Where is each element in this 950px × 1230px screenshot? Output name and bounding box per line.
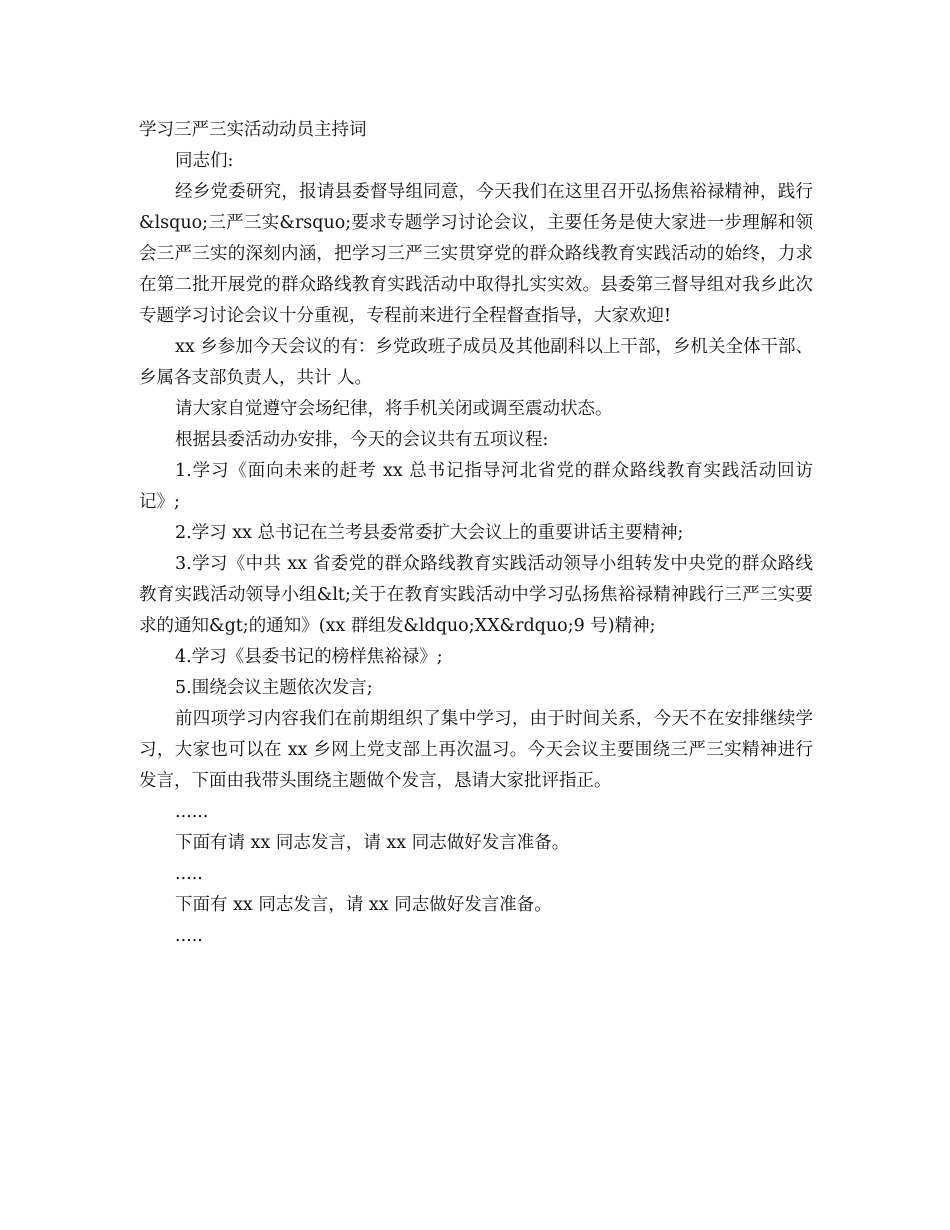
ellipsis-1: ...... [175, 802, 209, 822]
discipline-paragraph: 请大家自觉遵守会场纪律，将手机关闭或调至震动状态。 [175, 399, 613, 419]
salutation: 同志们: [175, 151, 234, 171]
ellipsis-2: ..... [175, 864, 203, 884]
agenda-item-4: 4.学习《县委书记的榜样焦裕禄》; [175, 647, 443, 667]
speaker-invite-1: 下面有请 xx 同志发言，请 xx 同志做好发言准备。 [175, 833, 570, 853]
agenda-item-1: 1.学习《面向未来的赶考 xx 总书记指导河北省党的群众路线教育实践活动回访记》; [139, 461, 813, 512]
opening-paragraph: 经乡党委研究，报请县委督导组同意，今天我们在这里召开弘扬焦裕禄精神，践行&lsquo;三严三实&rsquo;要求专题学习讨论会议，主要任务是使大家进一步理解和领会三严三实的深刻内涵，把学习三严三实贯穿党的群众路线教育实践活动的始终，力求在第二批开展党的群众路线教育实践活动中取得扎实实效。县委第三督导组对我乡此次专题学习讨论会议十分重视，专程前来进行全程督查指导，大家欢迎! [139, 182, 813, 326]
agenda-intro: 根据县委活动办安排，今天的会议共有五项议程: [175, 430, 549, 450]
agenda-item-5: 5.围绕会议主题依次发言; [175, 678, 373, 698]
study-summary-paragraph: 前四项学习内容我们在前期组织了集中学习，由于时间关系，今天不在安排继续学习，大家也可以在 xx 乡网上党支部上再次温习。今天会议主要围绕三严三实精神进行发言，下面由我带头围绕主题做个发言，恳请大家批评指正。 [139, 709, 813, 791]
document-body [139, 116, 813, 952]
agenda-item-3: 3.学习《中共 xx 省委党的群众路线教育实践活动领导小组转发中央党的群众路线教育实践活动领导小组&lt;关于在教育实践活动中学习弘扬焦裕禄精神践行三严三实要求的通知&gt;的通知》(xx 群组发&ldquo;XX&rdquo;9 号)精神; [139, 554, 813, 636]
ellipsis-3: ..... [175, 926, 203, 946]
agenda-item-2: 2.学习 xx 总书记在兰考县委常委扩大会议上的重要讲话主要精神; [175, 523, 684, 543]
document-title: 学习三严三实活动动员主持词 [139, 120, 367, 140]
attendees-paragraph: xx 乡参加今天会议的有：乡党政班子成员及其他副科以上干部，乡机关全体干部、乡属各支部负责人，共计 人。 [139, 337, 813, 388]
speaker-invite-2: 下面有 xx 同志发言，请 xx 同志做好发言准备。 [175, 895, 552, 915]
